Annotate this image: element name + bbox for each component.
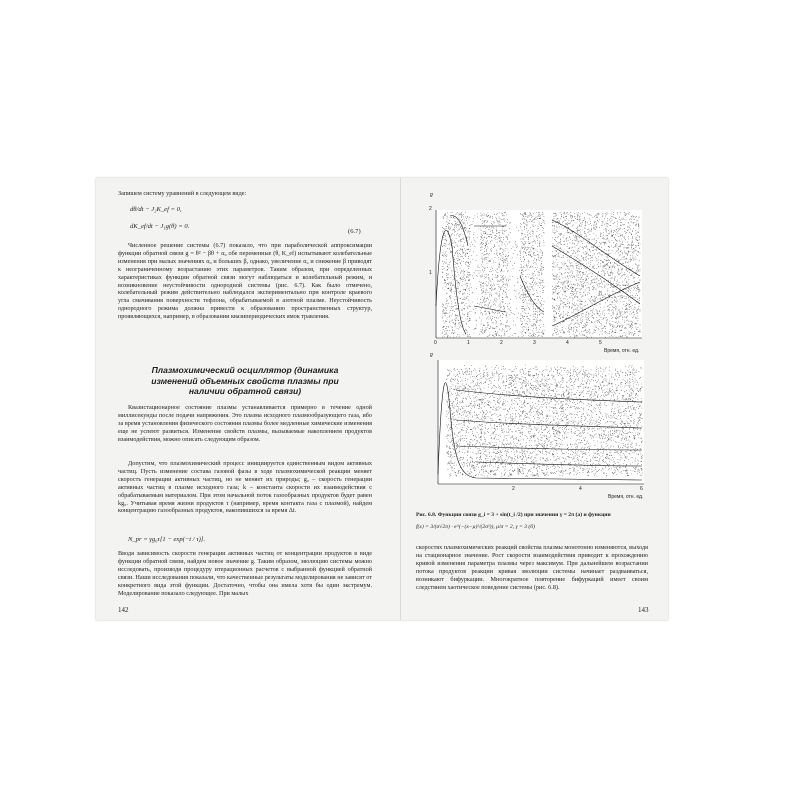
page-number-right: 143 [638,606,649,614]
x-axis-title-a: Время, отн. ед. [604,348,640,354]
plot-area-b [438,360,644,484]
book-spread [96,178,668,620]
caption-line-1: Рис. 6.8. Функции связи g_i = 3 + sin(t_i /2) при значении γ = 2π (а) и функции [416,512,611,518]
y-axis-label-a: g [430,192,433,198]
paragraph-3: Допустим, что плазмохимический процесс инициируется единственным видом активных частиц. Пусть изменение состава газовой фазы в ходе плазмохимической реакции меняет скорость генерации активных частиц, но не меняет их природы; g₀ – скорость генерации активных частиц в плазме исходного газа; k – константа скорости их взаимодействия с обрабатываемым материалом. При этом начальной поток газообразных продуктов будет равен kg₀. Учитывая время жизни продуктов τ (например, время контакта газа с плазмой), найдем концентрацию газообразных продуктов, накопившихся за время Δt. [118,460,372,515]
y-axis-label-b: g [430,352,433,358]
x-tick-label: 5 [599,340,602,346]
x-tick-label: 3 [533,340,536,346]
x-tick-label: 1 [467,340,470,346]
equation-1: dθ/dt − J₂K_ef = 0, [130,206,182,213]
x-tick-label: 6 [640,486,643,492]
bifurcation-figure-b [416,350,648,510]
paragraph-4: Вводя зависимость скорости генерации активных частиц от концентрации продуктов в виде функции обратной связи, найдем новое значение g. Таким образом, эволюцию системы можно исследовать, производя процедуру итерационных расчетов с выбранной функцией обратной связи. Наши исследования показали, что качественные результаты моделирования не зависят от конкретного вида этой функции. Достаточно, чтобы она имела хотя бы один экстремум. Моделирование показало следующее. При малых [118,550,372,597]
y-tick-label: 2 [429,206,432,212]
x-tick-label: 4 [566,340,569,346]
x-tick-label: 4 [579,486,582,492]
x-tick-label: 2 [512,486,515,492]
right-page [416,178,648,620]
left-page [118,178,372,620]
bifurcation-figure-a [416,186,648,356]
paragraph-right: скоростях плазмохимических реакций свойства плазмы монотонно изменяются, выходя на стационарное значение. Рост скорости взаимодействия приводит к прохождению кривой изменения параметра плазмы через максимум. При дальнейшем возрастании потока продуктов реакции кривая эволюции системы начинает раздваиваться, возникают бифуркации. Многократное повторение бифуркаций имеет своим следствием хаотическое поведение системы (рис. 6.8). [416,544,648,591]
paragraph-1: Численное решение системы (6.7) показало, что при параболической аппроксимации функции обратной связи g = θ² − βθ + α₀ обе переменные (θ, K_ef) испытывают колебательные изменения при малых значениях α₀ и больших β, однако, увеличение α₀ и снижение β приводят к неограниченному возрастанию этих параметров. Таким образом, при определенных характеристиках функции обратной связи могут наблюдаться и колебательный режим, и возникновение неустойчивости однородной системы (рис. 6.7). Как было отмечено, колебательный режим действительно наблюдался экспериментально при контроле краевого угла смачивания поверхности тефлона, обрабатываемой в азотной плазме. Неустойчивость однородного режима должна привести к образованию пространственных структур, проявляющихся, например, в образовании квазипериодических ямок травления. [118,242,372,321]
equation-number: (6.7) [348,228,361,235]
x-tick-label: 2 [500,340,503,346]
section-heading: Плазмохимический осциллятор (динамика изменений объемных свойств плазмы при наличии обратной связи) [151,365,339,397]
y-tick-label: 1 [429,270,432,276]
equation-3: N_pr = γg₀τ[1 − exp(−t / τ)]. [128,536,205,543]
caption-formula: f(x) = 3/(σ√2π) · e^(−(x−μ)²/(2σ²)), μ/σ = 2, γ = 3 (б) [416,524,535,530]
equation-2: dK_ef/dt − J₁g(θ) = 0. [130,223,190,230]
x-axis-title-b: Время, отн. ед. [608,494,644,500]
x-tick-label: 0 [434,340,437,346]
figure-caption [416,512,648,519]
intro-text: Запишем систему уравнений в следующем виде: [118,190,247,197]
paragraph-2: Квазистационарное состояние плазмы устанавливается примерно в течение одной миллисекунды после подачи напряжения. Это плазма исходного плазмообразующего газа, ибо за время установления физического состояния плазмы более медленные химические изменения еще не успеют развиться. Изменение свойств плазмы, вызываемые накоплением продуктов взаимодействия, можно описать следующим образом. [118,404,372,443]
page-number-left: 142 [118,606,129,614]
